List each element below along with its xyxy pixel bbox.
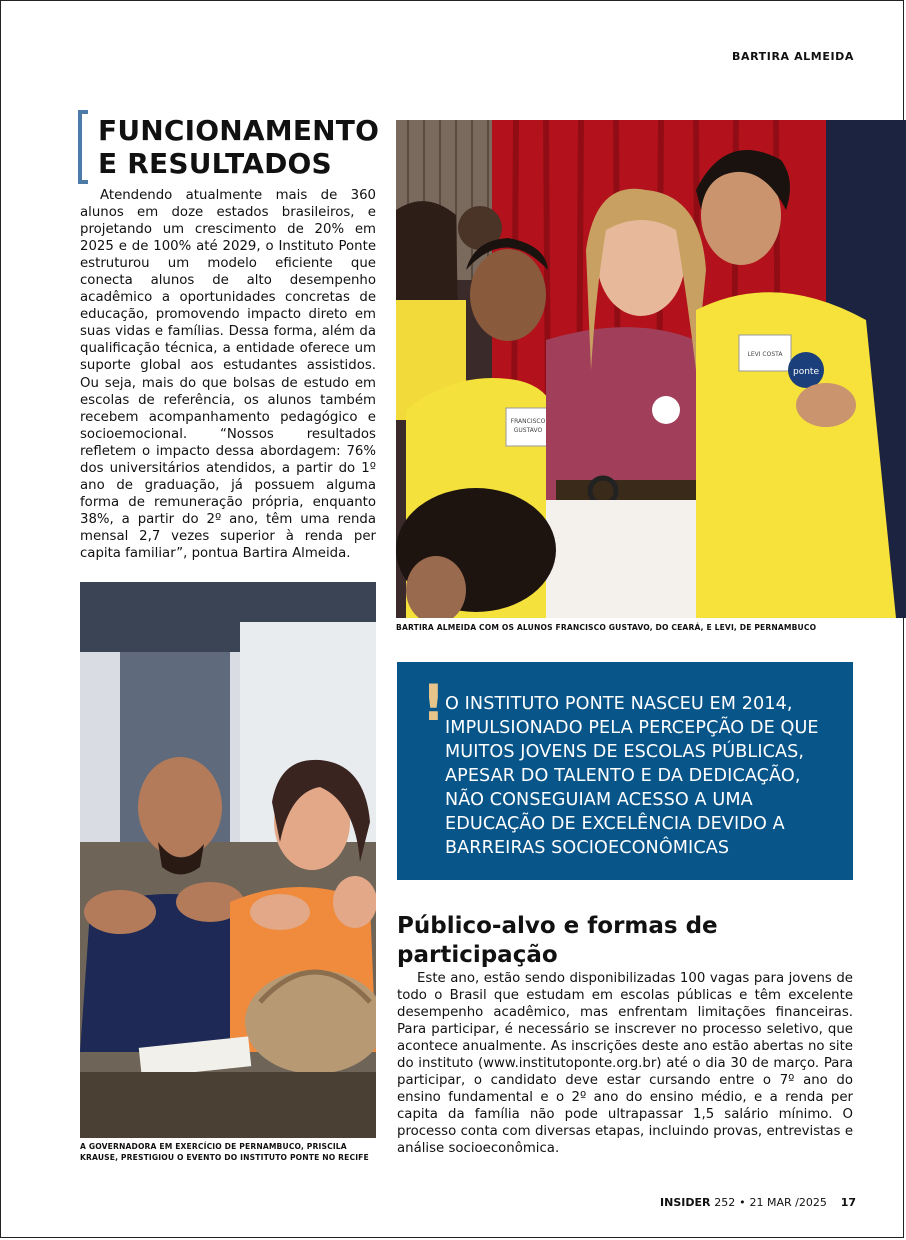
photo-illustration-left xyxy=(80,582,376,1138)
badge-left-line-2: GUSTAVO xyxy=(513,427,543,434)
badge-right-text: LEVI COSTA xyxy=(747,351,783,358)
folio-magazine: INSIDER xyxy=(660,1196,711,1209)
exclamation-icon: ! xyxy=(422,674,445,732)
folio-issue: 252 xyxy=(714,1196,736,1209)
folio-separator: • xyxy=(739,1196,746,1209)
left-column xyxy=(80,187,376,562)
section-title xyxy=(98,114,379,180)
title-bracket xyxy=(78,110,88,184)
badge-left-line-1: FRANCISCO xyxy=(510,418,546,425)
section-title-line-1: FUNCIONAMENTO xyxy=(98,114,380,147)
right-column xyxy=(397,970,853,1158)
subsection-title: Público-alvo e formas de participação xyxy=(397,913,718,968)
photo-left-caption: A GOVERNADORA EM EXERCÍCIO DE PERNAMBUCO, PRISCILA KRAUSE, PRESTIGIOU O EVENTO DO INSTITUTO PONTE NO RECIFE xyxy=(80,1142,369,1162)
photo-bartira-with-students xyxy=(396,120,906,618)
photo-illustration xyxy=(396,120,906,618)
subsection-body: Este ano, estão sendo disponibilizadas 100 vagas para jovens de todo o Brasil que estudam em escolas públicas e têm excelente desempenho acadêmico, mas enfrentam limitações financeiras. Para participar, é necessário se inscrever no processo seletivo, que acontece anualmente. As inscrições deste ano estão abertas no site do instituto (www.institutoponte.org.br) até o dia 30 de março. Para participar, o candidato deve estar cursando entre o 7º ano do ensino fundamental e o 2º ano do ensino médio, e a renda per capita da família não pode ultrapassar 1,5 salário mínimo. O processo conta com diversas etapas, incluindo provas, entrevistas e análise socioeconômica. xyxy=(397,971,853,1157)
pull-quote-text: O INSTITUTO PONTE NASCEU EM 2014, IMPULSIONADO PELA PERCEPÇÃO DE QUE MUITOS JOVENS DE ESCOLAS PÚBLICAS, APESAR DO TALENTO E DA DEDICAÇÃO, NÃO CONSEGUIAM ACESSO A UMA EDUCAÇÃO DE EXCELÊNCIA DEVIDO A BARREIRAS SOCIOECONÔMICAS xyxy=(445,694,819,858)
running-head: BARTIRA ALMEIDA xyxy=(731,50,854,63)
photo-main-caption: BARTIRA ALMEIDA COM OS ALUNOS FRANCISCO GUSTAVO, DO CEARÁ, E LEVI, DE PERNAMBUCO xyxy=(396,623,817,632)
folio-page-number: 17 xyxy=(840,1196,856,1209)
folio xyxy=(660,1196,856,1209)
section-body: Atendendo atualmente mais de 360 alunos em doze estados brasileiros, e projetando um crescimento de 20% em 2025 e de 100% até 2029, o Instituto Ponte estruturou um modelo eficiente que conecta alunos de alto desempenho acadêmico a oportunidades concretas de educação, promovendo impacto direto em suas vidas e famílias. Dessa forma, além da qualificação técnica, a entidade oferece um suporte global aos estudantes assistidos. Ou seja, mais do que bolsas de estudo em escolas de referência, os alunos também recebem acompanhamento pedagógico e socioemocional. “Nossos resultados refletem o impacto dessa abordagem: 76% dos universitários atendidos, a partir do 1º ano de graduação, já possuem alguma forma de remuneração própria, enquanto 38%, a partir do 2º ano, têm uma renda mensal 2,7 vezes superior à renda per capita familiar”, pontua Bartira Almeida. xyxy=(80,188,376,561)
shirt-logo-text: ponte xyxy=(793,367,819,377)
folio-date: 21 MAR /2025 xyxy=(749,1196,827,1209)
section-title-line-2: E RESULTADOS xyxy=(98,147,332,180)
photo-event-audience xyxy=(80,582,376,1138)
